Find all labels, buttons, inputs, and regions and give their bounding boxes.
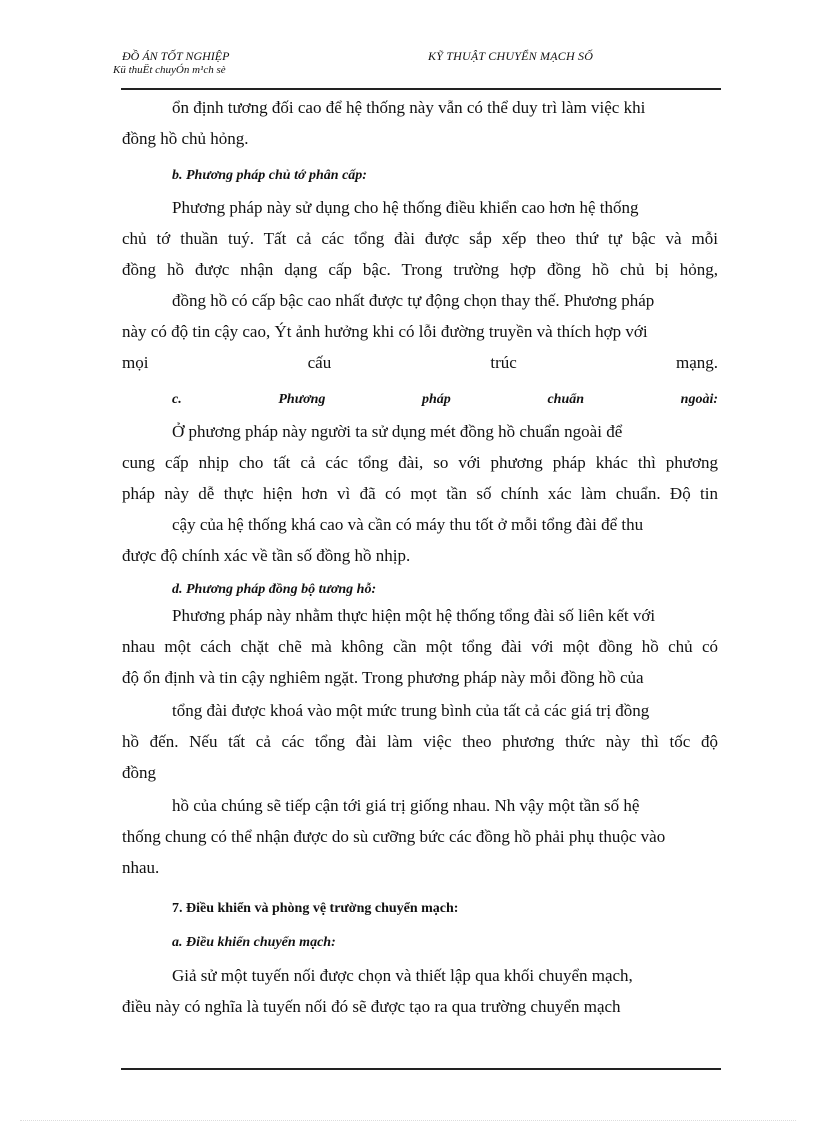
header-title-left: ĐỒ ÁN TỐT NGHIỆP (122, 49, 230, 63)
section-heading-a: a. Điều khiển chuyển mạch: (172, 935, 336, 950)
paragraph-line: nhau. (122, 858, 160, 877)
footer-divider (121, 1068, 721, 1070)
paragraph-line: Phương pháp này sử dụng cho hệ thống điều khiển cao hơn hệ thống (172, 198, 639, 217)
paragraph-line: cung cấp nhịp cho tất cả các tổng đài, so với phương pháp khác thì phương (122, 453, 718, 472)
paragraph-line: đồng hồ chủ hỏng. (122, 129, 249, 148)
paragraph-line: độ ổn định và tin cậy nghiêm ngặt. Trong phương pháp này mỗi đồng hồ của (122, 668, 644, 687)
section-heading-7: 7. Điều khiển và phòng vệ trường chuyển mạch: (172, 901, 459, 916)
paragraph-line: mọi cấu trúc mạng. (122, 353, 718, 372)
section-heading-d: d. Phương pháp đồng bộ tương hỗ: (172, 582, 377, 597)
paragraph-line: thống chung có thể nhận được do sù cưỡng bức các đồng hồ phải phụ thuộc vào (122, 827, 666, 846)
section-heading-c: c. Phương pháp chuẩn ngoài: (172, 392, 718, 407)
paragraph-line: nhau một cách chặt chẽ mà không cần một tổng đài với một đồng hồ chủ có (122, 637, 718, 656)
header-subtitle-left: Kü thuËt chuyÓn m¹ch sè (113, 64, 226, 76)
paragraph-line: điều này có nghĩa là tuyến nối đó sẽ được tạo ra qua trường chuyển mạch (122, 997, 621, 1016)
header-title-right: KỸ THUẬT CHUYỂN MẠCH SỐ (428, 49, 594, 63)
paragraph-line: tổng đài được khoá vào một mức trung bình của tất cả các giá trị đồng (172, 701, 650, 720)
paragraph-line: Giả sử một tuyến nối được chọn và thiết lập qua khối chuyển mạch, (172, 966, 633, 985)
paragraph-line: Phương pháp này nhằm thực hiện một hệ thống tổng đài số liên kết với (172, 606, 656, 625)
page-edge (20, 1120, 796, 1121)
paragraph-line: này có độ tin cậy cao, Ýt ảnh hưởng khi có lỗi đường truyền và thích hợp với (122, 322, 648, 341)
paragraph-line: chủ tớ thuần tuý. Tất cả các tổng đài được sắp xếp theo thứ tự bậc và mỗi (122, 229, 718, 248)
paragraph-line: được độ chính xác về tần số đồng hồ nhịp. (122, 546, 411, 565)
header-divider (121, 88, 721, 90)
paragraph-line: đồng (122, 763, 156, 782)
paragraph-line: đồng hồ có cấp bậc cao nhất được tự động chọn thay thế. Phương pháp (172, 291, 655, 310)
paragraph-line: ổn định tương đối cao để hệ thống này vẫn có thể duy trì làm việc khi (172, 98, 646, 117)
section-heading-b: b. Phương pháp chủ tớ phân cấp: (172, 168, 367, 183)
paragraph-line: cậy của hệ thống khá cao và cần có máy thu tốt ở mỗi tổng đài để thu (172, 515, 644, 534)
paragraph-line: đồng hồ được nhận dạng cấp bậc. Trong trường hợp đồng hồ chủ bị hỏng, (122, 260, 718, 279)
paragraph-line: pháp này dễ thực hiện hơn vì đã có mọt tần số chính xác làm chuẩn. Độ tin (122, 484, 718, 503)
paragraph-line: hồ đến. Nếu tất cả các tổng đài làm việc theo phương thức này thì tốc độ (122, 732, 718, 751)
paragraph-line: Ở phương pháp này người ta sử dụng mét đồng hồ chuẩn ngoài để (172, 422, 623, 441)
paragraph-line: hồ của chúng sẽ tiếp cận tới giá trị giống nhau. Nh vậy một tần số hệ (172, 796, 640, 815)
